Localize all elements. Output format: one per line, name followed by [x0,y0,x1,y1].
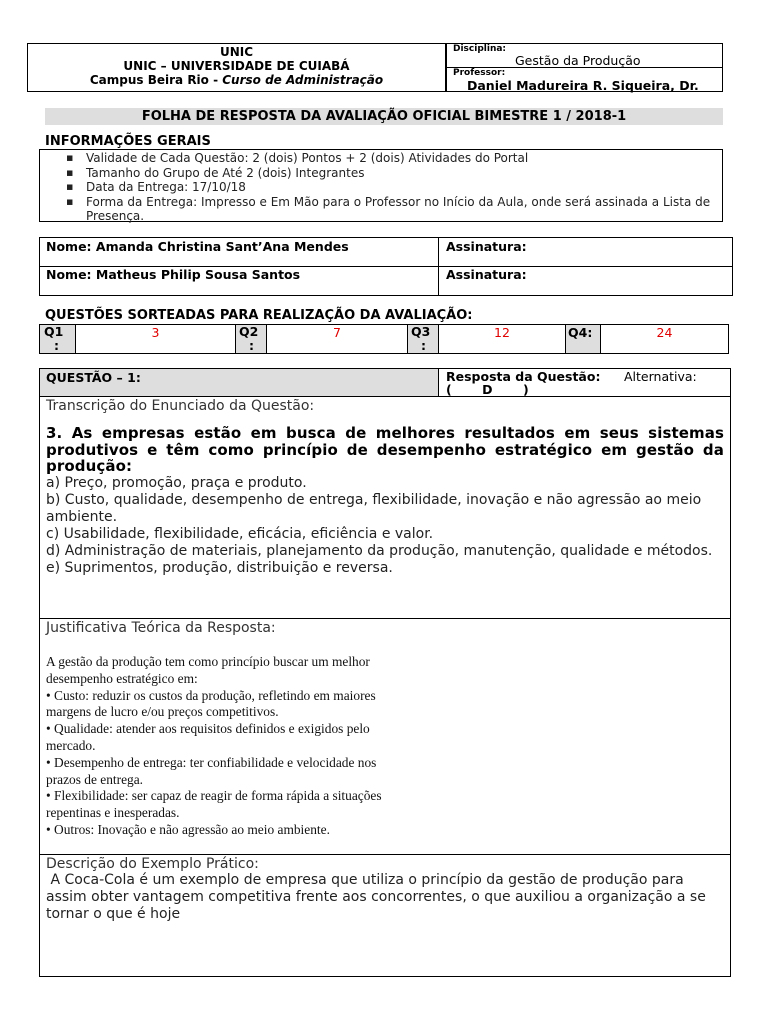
option-e: e) Suprimentos, produção, distribuição e reversa. [46,559,393,576]
general-info-box [39,149,723,222]
student-name-1: Nome: Amanda Christina Sant’Ana Mendes [46,239,349,254]
q4-label: Q4: [568,325,593,340]
list-item: ▪ Data da Entrega: 17/10/18 [86,180,714,195]
justification-line: • Qualidade: atender aos requisitos definidos e exigidos pelo [46,721,370,737]
q4-value: 24 [656,325,673,340]
course-label: Curso de Administração [222,73,384,87]
alternative-label: Alternativa: [624,369,697,384]
justification-line: • Custo: reduzir os custos da produção, refletindo em maiores [46,687,376,703]
statement-box [39,396,731,619]
example-label: Descrição do Exemplo Prático: [46,856,259,872]
justification-line: A gestão da produção tem como princípio buscar um melhor [46,654,370,669]
questions-table [39,324,729,354]
signature-label-1: Assinatura: [446,239,527,254]
option-a: a) Preço, promoção, praça e produto. [46,474,307,491]
justification-text [46,654,724,839]
q2-label: Q2 : [239,324,259,353]
page-title: FOLHA DE RESPOSTA DA AVALIAÇÃO OFICIAL BIMESTRE 1 / 2018-1 [45,108,723,125]
list-item: ▪ Validade de Cada Questão: 2 (dois) Pontos + 2 (dois) Atividades do Portal [86,151,714,166]
q1-value: 3 [151,325,160,340]
q1-label: Q1 : [44,324,64,353]
alternative-value: ( D ) [446,382,529,397]
discipline-value: Gestão da Produção [515,53,641,68]
answer-header [39,368,731,397]
option-c: c) Usabilidade, flexibilidade, eficácia, eficiência e valor. [46,525,434,542]
question-text: 3. As empresas estão em busca de melhores resultados em seus sistemas produtivos e têm como princípio de desempenho estratégico em gestão da produção: [46,424,724,475]
header-professor-box [446,67,723,92]
header-institution-box [27,43,446,92]
justification-line: repentinas e inesperadas. [46,805,180,821]
example-text: A Coca-Cola é um exemplo de empresa que utiliza o princípio da gestão de produção para assim obter vantagem competitiva frente aos concorrentes, o que auxiliou a organização a se tornar o que é hoje [46,872,711,922]
q3-value: 12 [494,325,510,340]
student-name-2: Nome: Matheus Philip Sousa Santos [46,267,301,282]
professor-label: Professor: [453,68,506,78]
header-line-1: UNIC [219,45,254,59]
response-label: Resposta da Questão: [446,369,601,384]
justification-box [39,618,731,855]
justification-label: Justificativa Teórica da Resposta: [46,620,276,636]
option-d: d) Administração de materiais, planejamento da produção, manutenção, qualidade e métodos. [46,542,713,559]
justification-line: margens de lucro e/ou preços competitivos. [46,704,279,720]
q3-label: Q3 : [411,324,431,353]
header-line-2: UNIC – UNIVERSIDADE DE CUIABÁ [123,59,350,73]
justification-line: mercado. [46,737,96,753]
questions-heading: QUESTÕES SORTEADAS PARA REALIZAÇÃO DA AVALIAÇÃO: [45,308,473,323]
justification-line: prazos de entrega. [46,771,144,787]
students-table [39,237,733,296]
justification-line: • Outros: Inovação e não agressão ao meio ambiente. [46,821,330,837]
list-item: ▪ Tamanho do Grupo de Até 2 (dois) Integrantes [86,166,714,181]
question-number-label: QUESTÃO – 1: [46,370,141,385]
campus-label: Campus Beira Rio - [89,73,223,87]
justification-line: • Desempenho de entrega: ter confiabilidade e velocidade nos [46,754,377,770]
option-b: b) Custo, qualidade, desempenho de entrega, flexibilidade, inovação e não agressão ao meio ambiente. [46,491,702,525]
list-item: ▪ Forma da Entrega: Impresso e Em Mão para o Professor no Início da Aula, onde será assinada a Lista de Presença. [86,195,714,224]
general-info-heading: INFORMAÇÕES GERAIS [45,134,211,149]
example-box [39,854,731,977]
q2-value: 7 [333,325,341,340]
header-line-3 [28,73,445,87]
professor-value: Daniel Madureira R. Siqueira, Dr. [467,78,699,93]
justification-line: • Flexibilidade: ser capaz de reagir de forma rápida a situações [46,788,382,804]
statement-label: Transcrição do Enunciado da Questão: [46,398,315,414]
justification-line: desempenho estratégico em: [46,670,198,686]
general-info-list [40,151,714,224]
signature-label-2: Assinatura: [446,267,527,282]
discipline-label: Disciplina: [453,44,507,54]
header-discipline-box [446,43,723,68]
